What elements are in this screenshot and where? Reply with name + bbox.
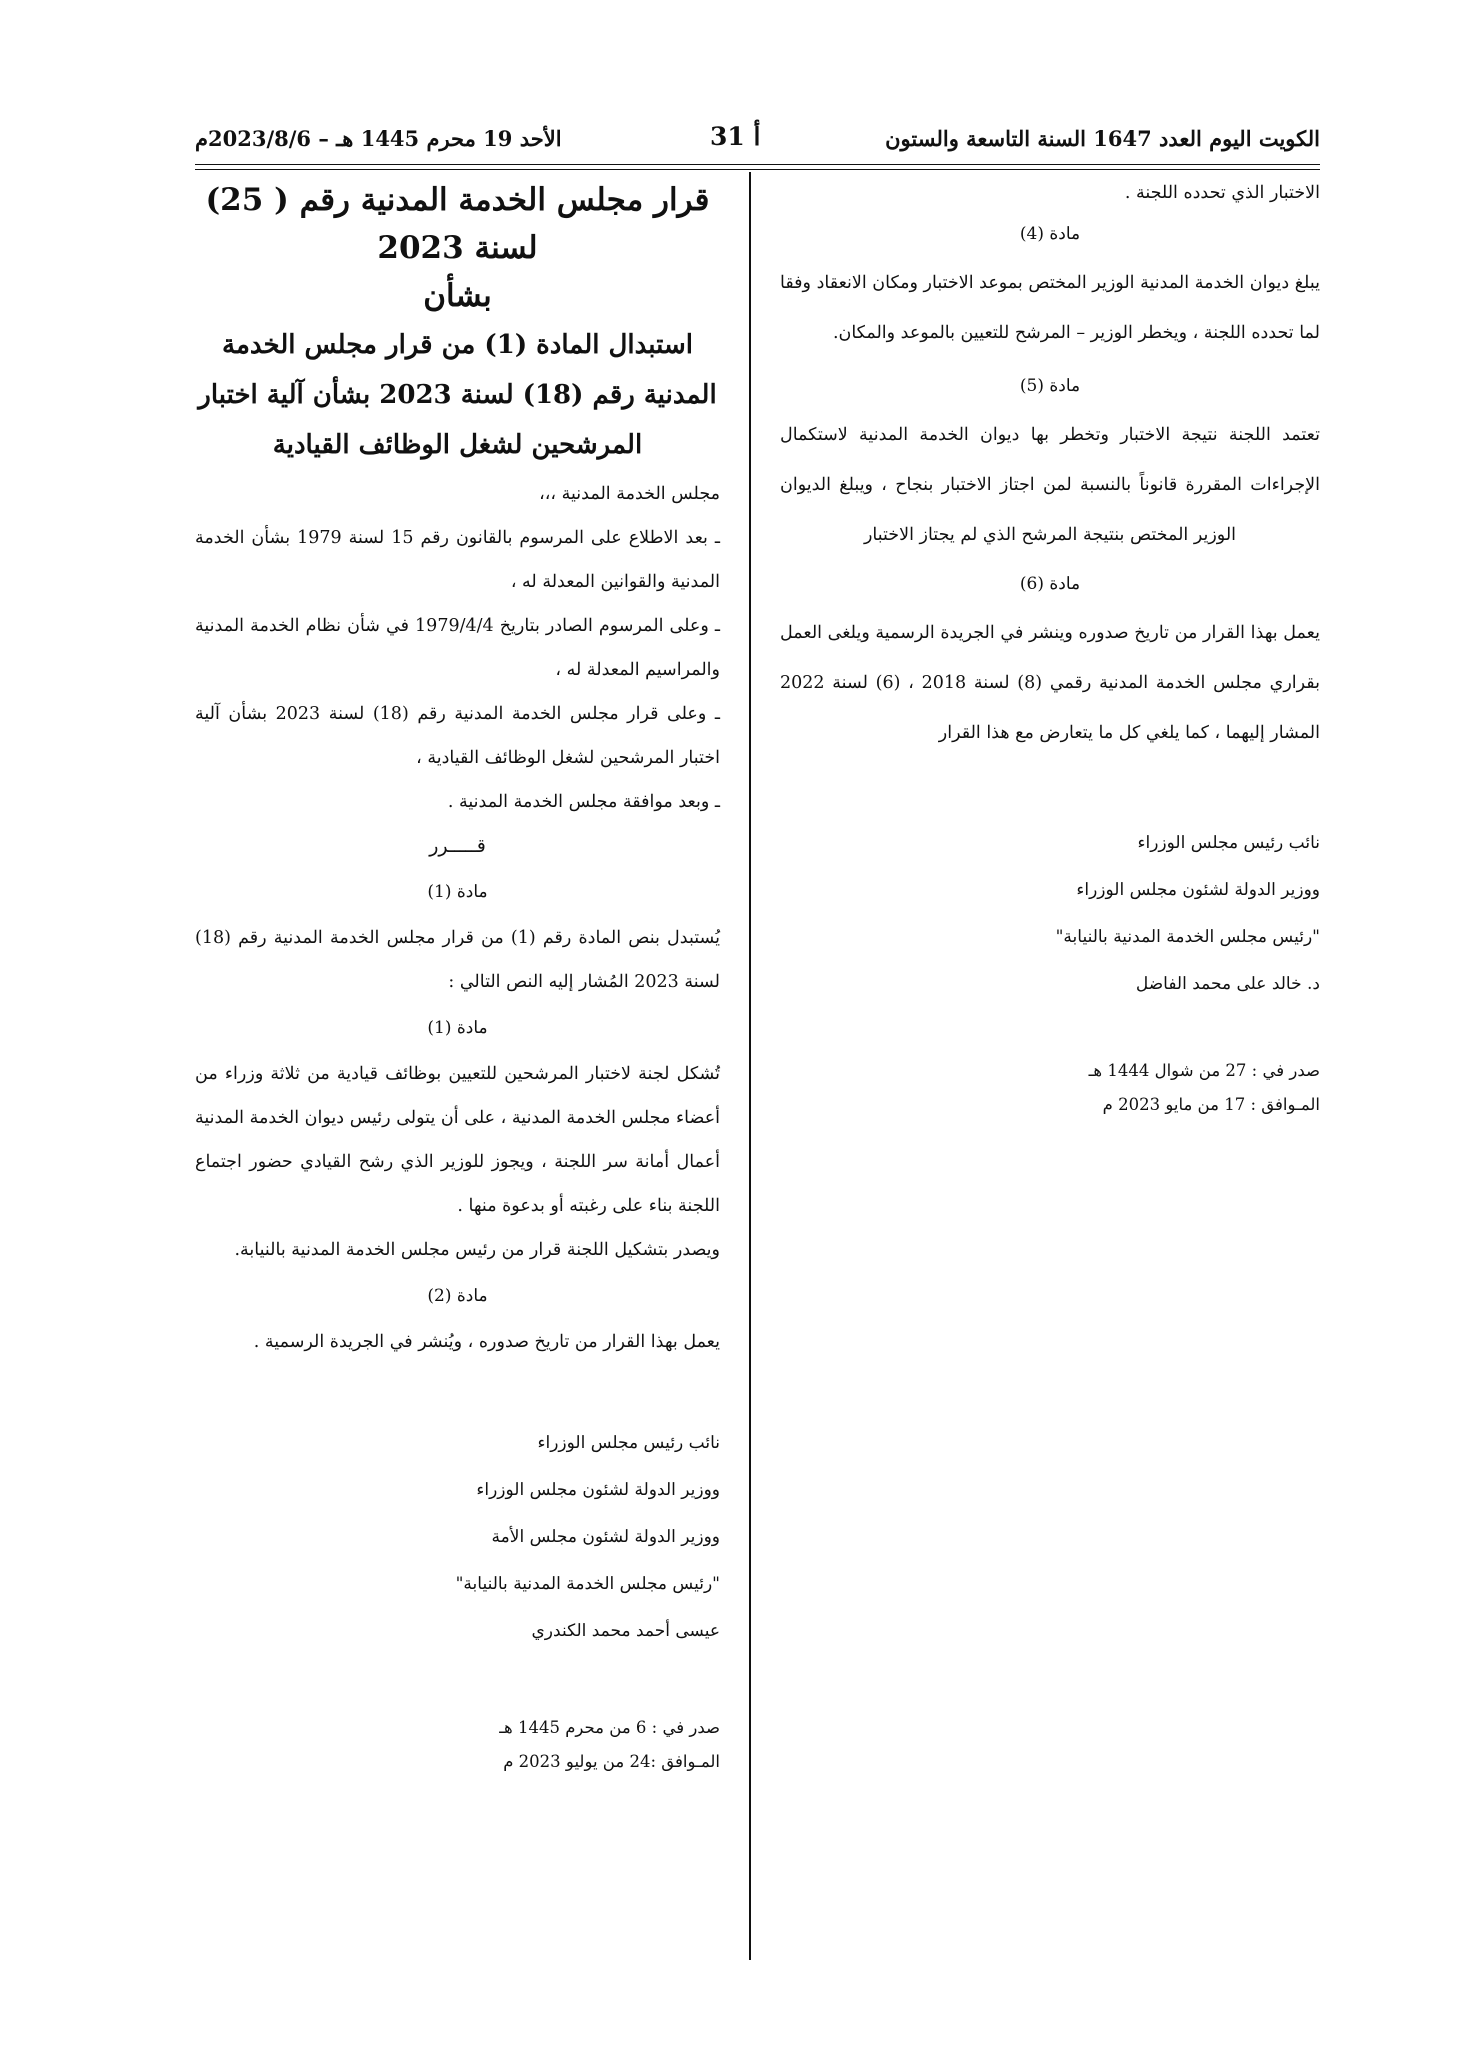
decided-heading: قـــــرر bbox=[429, 835, 486, 857]
right-column bbox=[780, 176, 1320, 1122]
header-rule bbox=[195, 164, 1320, 165]
signatory-name: د. خالد على محمد الفاضل bbox=[1135, 974, 1320, 994]
signature-line: "رئيس مجلس الخدمة المدنية بالنيابة" bbox=[1055, 927, 1320, 947]
preamble-item: ـ وعلى قرار مجلس الخدمة المدنية رقم (18) لسنة 2023 بشأن آلية اختبار المرشحين لشغل الوظائف القيادية ، bbox=[195, 704, 720, 768]
preamble-item: ـ بعد الاطلاع على المرسوم بالقانون رقم 15 لسنة 1979 بشأن الخدمة المدنية والقوانين المعدلة له ، bbox=[195, 528, 721, 592]
header-date: الأحد 19 محرم 1445 هـ – 2023/8/6م bbox=[195, 126, 562, 151]
signature-line: نائب رئيس مجلس الوزراء bbox=[1137, 833, 1320, 853]
column-divider bbox=[749, 172, 751, 1960]
council-line: مجلس الخدمة المدنية ،،، bbox=[539, 484, 720, 504]
signature-line: ووزير الدولة لشئون مجلس الأمة bbox=[491, 1527, 720, 1547]
article-heading: مادة (6) bbox=[1019, 574, 1081, 594]
preamble-item: ـ وبعد موافقة مجلس الخدمة المدنية . bbox=[447, 792, 720, 812]
header-issue-info: الكويت اليوم العدد 1647 السنة التاسعة والستون bbox=[885, 126, 1320, 151]
signature-line: ووزير الدولة لشئون مجلس الوزراء bbox=[1076, 880, 1320, 900]
corresponding-date: المـوافق :24 من يوليو 2023 م bbox=[503, 1752, 720, 1771]
article-heading: مادة (4) bbox=[1019, 224, 1081, 244]
decision-title: قرار مجلس الخدمة المدنية رقم ( 25) لسنة 2023 bbox=[205, 182, 710, 266]
corresponding-date: المـوافق : 17 من مايو 2023 م bbox=[1102, 1095, 1320, 1114]
article-heading: مادة (2) bbox=[427, 1286, 488, 1306]
issued-date: صدر في : 27 من شوال 1444 هـ bbox=[1088, 1061, 1320, 1080]
article-heading: مادة (1) bbox=[427, 1018, 488, 1038]
signature-line: "رئيس مجلس الخدمة المدنية بالنيابة" bbox=[455, 1574, 720, 1594]
article-heading: مادة (1) bbox=[427, 882, 488, 902]
article-text: تعتمد اللجنة نتيجة الاختبار وتخطر بها ديوان الخدمة المدنية لاستكمال الإجراءات المقررة قانوناً بالنسبة لمن اجتاز الاختبار بنجاح ، ويبلغ الديوان الوزير المختص بنتيجة المرشح الذي لم يجتاز الاختبار bbox=[780, 425, 1320, 545]
article-text: يعمل بهذا القرار من تاريخ صدوره ، ويُنشر في الجريدة الرسمية . bbox=[253, 1332, 720, 1352]
signatory-name: عيسى أحمد محمد الكندري bbox=[531, 1621, 720, 1641]
article-text: ويصدر بتشكيل اللجنة قرار من رئيس مجلس الخدمة المدنية بالنيابة. bbox=[234, 1240, 720, 1260]
decision-title-regarding: بشأن bbox=[423, 278, 492, 314]
signature-block bbox=[195, 1420, 720, 1655]
issued-date: صدر في : 6 من محرم 1445 هـ bbox=[499, 1718, 720, 1737]
left-column bbox=[195, 176, 720, 1779]
article-text: يعمل بهذا القرار من تاريخ صدوره وينشر في الجريدة الرسمية ويلغى العمل بقراري مجلس الخدمة المدنية رقمي (8) لسنة 2018 ، (6) لسنة 2022 المشار إليهما ، كما يلغي كل ما يتعارض مع هذا القرار bbox=[780, 623, 1321, 743]
article-heading: مادة (5) bbox=[1019, 376, 1081, 396]
article-text: تُشكل لجنة لاختبار المرشحين للتعيين بوظائف قيادية من ثلاثة وزراء من أعضاء مجلس الخدمة المدنية ، على أن يتولى رئيس ديوان الخدمة المدنية أعمال أمانة سر اللجنة ، ويجوز للوزير الذي رشح القيادي حضور اجتماع اللجنة بناء على رغبته أو بدعوة منها . bbox=[195, 1064, 720, 1216]
signature-line: نائب رئيس مجلس الوزراء bbox=[537, 1433, 720, 1453]
preamble-item: ـ وعلى المرسوم الصادر بتاريخ 1979/4/4 في شأن نظام الخدمة المدنية والمراسيم المعدلة له ، bbox=[195, 616, 720, 680]
signature-block bbox=[780, 820, 1320, 1008]
page-number: أ 31 bbox=[710, 122, 761, 151]
article-text: يبلغ ديوان الخدمة المدنية الوزير المختص بموعد الاختبار ومكان الانعقاد وفقا لما تحدده اللجنة ، ويخطر الوزير – المرشح للتعيين بالموعد والمكان. bbox=[780, 273, 1320, 343]
article-text: يُستبدل بنص المادة رقم (1) من قرار مجلس الخدمة المدنية رقم (18) لسنة 2023 المُشار إليه النص التالي : bbox=[195, 928, 721, 992]
signature-line: ووزير الدولة لشئون مجلس الوزراء bbox=[476, 1480, 720, 1500]
header-rule bbox=[195, 169, 1320, 170]
issue-date-block bbox=[780, 1054, 1320, 1122]
issue-date-block bbox=[195, 1711, 720, 1779]
page-header bbox=[195, 120, 1320, 164]
continuation-line: الاختبار الذي تحدده اللجنة . bbox=[1124, 183, 1320, 203]
decision-subtitle: استبدال المادة (1) من قرار مجلس الخدمة المدنية رقم (18) لسنة 2023 بشأن آلية اختبار المرشحين لشغل الوظائف القيادية bbox=[198, 330, 717, 460]
